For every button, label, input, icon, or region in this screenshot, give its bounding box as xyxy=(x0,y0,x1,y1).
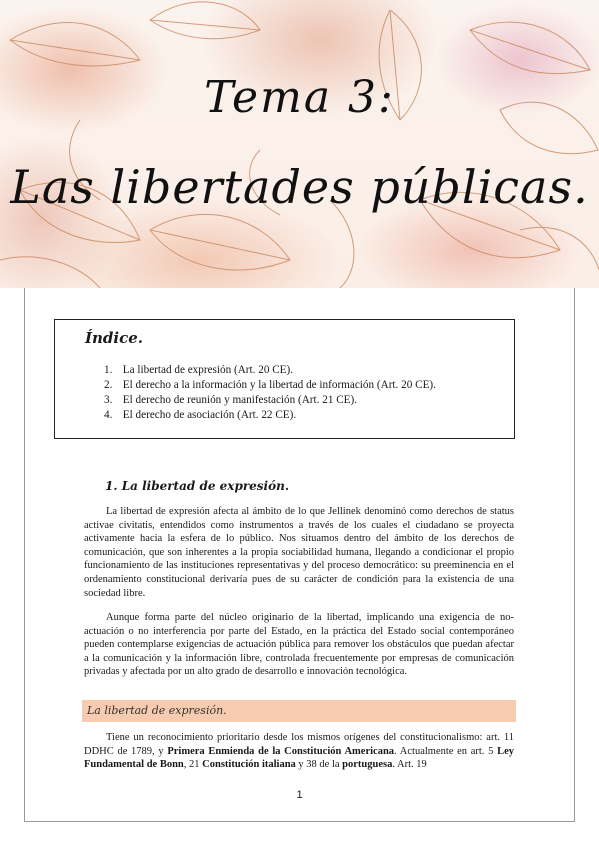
text-run: y 38 de la xyxy=(295,759,343,771)
index-item-text: El derecho a la información y la libertad de información (Art. 20 CE). xyxy=(122,379,436,391)
bold-run: Primera Enmienda de la Constitución Americana xyxy=(167,745,395,757)
index-item[interactable] xyxy=(104,378,436,393)
highlight-bar xyxy=(82,700,516,722)
bold-run: Ley Fundamental de Bonn xyxy=(84,745,514,771)
title-line-2: Las libertades públicas. xyxy=(10,160,589,214)
index-item-number: 3. xyxy=(104,394,113,406)
paragraph-2: Aunque forma parte del núcleo originario de la libertad, implicando una exigencia de no-actuación o no interferencia por parte del Estado, en la práctica del Estado social contemporáneo pueden contemplarse exigencias de actuación pública para remover los obstáculos que puedan afectar a la comunicación y la información libre, controlada frecuentemente por empresas de comunicación privadas y afectada por un alto grado de desarrollo e innovación tecnológica. xyxy=(84,612,514,678)
index-item[interactable] xyxy=(104,363,436,378)
text-run: . Art. 19 xyxy=(392,759,427,771)
bold-run: portuguesa xyxy=(342,759,393,771)
index-box xyxy=(54,319,515,439)
index-title: Índice. xyxy=(85,329,144,347)
section-heading: 1. La libertad de expresión. xyxy=(105,479,290,493)
index-list xyxy=(104,363,436,423)
index-item[interactable] xyxy=(104,393,436,408)
leaf-decoration xyxy=(0,0,599,288)
index-item-text: El derecho de reunión y manifestación (Art. 21 CE). xyxy=(122,394,358,406)
paragraph-1: La libertad de expresión afecta al ámbito de lo que Jellinek denominó como derechos de status activae civitatis, entendidos como instrumentos a través de los cuales el ciudadano se proyecta activamente hacia la esfera de lo público. Nos situamos dentro del ámbito de los derechos de comunicación, que son inherentes a la propia sociabilidad humana, llegando a condicionar el propio funcionamiento de las instituciones representativas y del proceso democrático: su preeminencia en el ordenamiento constitucional derivaría pues de su carácter de condición para la existencia de una sociedad libre. xyxy=(84,506,514,599)
page-number: 1 xyxy=(296,789,303,801)
index-item-number: 4. xyxy=(104,409,113,421)
text-run: Tiene un reconocimiento prioritario desde los mismos orígenes del constitucionalismo: art. 11 DDHC de 1789, y xyxy=(84,732,514,757)
text-run: . Actualmente en art. 5 xyxy=(394,745,498,757)
header-banner xyxy=(0,0,599,288)
index-item-number: 1. xyxy=(104,364,113,376)
title-line-1: Tema 3: xyxy=(204,72,395,123)
bold-run: Constitución italiana xyxy=(202,759,296,771)
index-item-number: 2. xyxy=(104,379,113,391)
index-item-text: La libertad de expresión (Art. 20 CE). xyxy=(122,364,294,376)
paragraph-3 xyxy=(84,731,514,772)
text-run: , 21 xyxy=(183,759,203,771)
highlight-subheading: La libertad de expresión. xyxy=(87,704,227,717)
index-item[interactable] xyxy=(104,408,436,423)
index-item-text: El derecho de asociación (Art. 22 CE). xyxy=(122,409,297,421)
